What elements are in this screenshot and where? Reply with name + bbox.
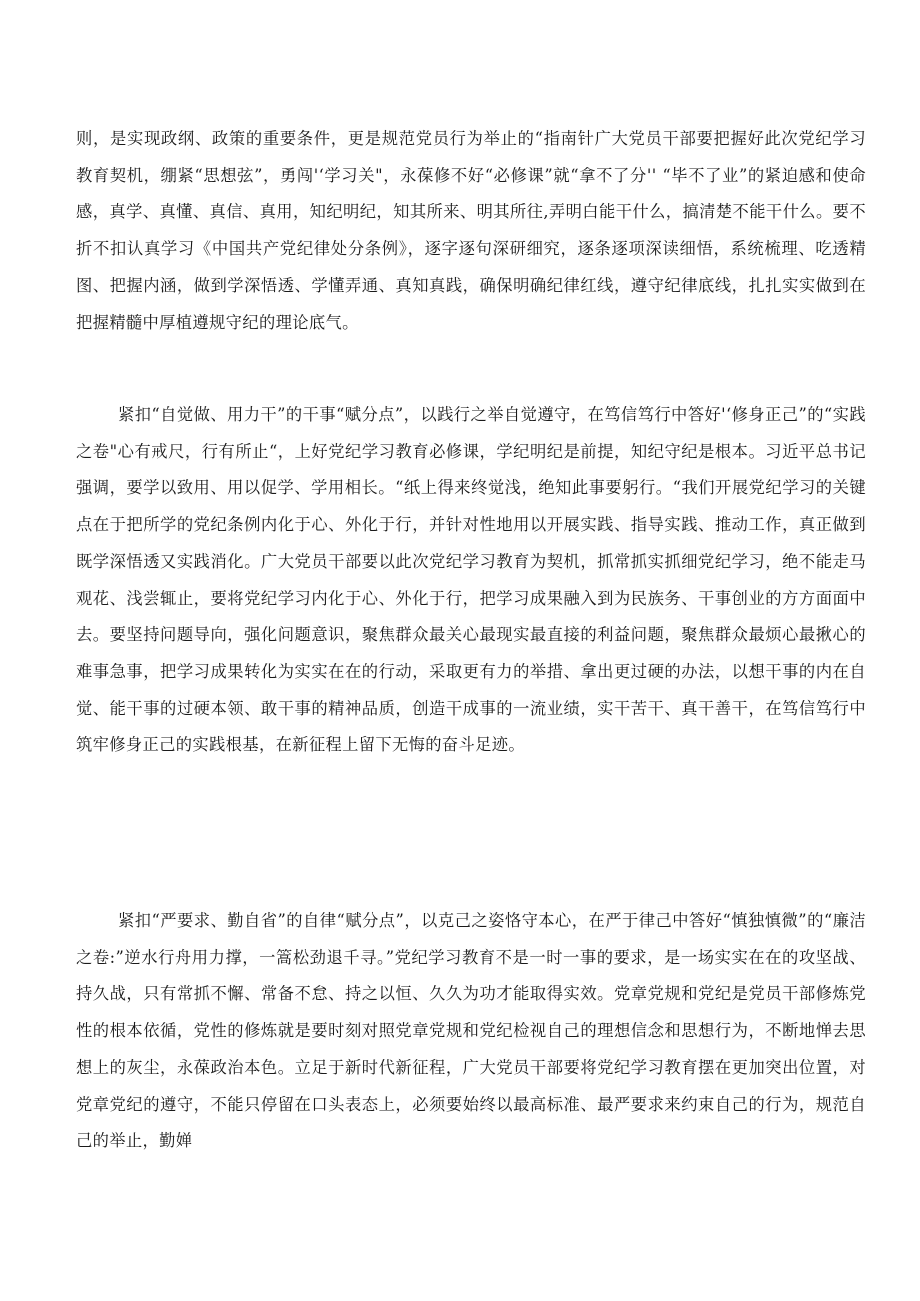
paragraph-3: 紧扣“严要求、勤自省”的自律“赋分点”，以克己之姿恪守本心，在严于律己中答好“慎独慎微”的“廉洁之卷:”逆水行舟用力撑，一篙松劲退千寻。”党纪学习教育不是一时一事的要求，是一场实实在在的攻坚战、持久战，只有常抓不懈、常备不怠、持之以恒、久久为功才能取得实效。党章党规和党纪是党员干部修炼党性的根本依循，党性的修炼就是要时刻对照党章党规和党纪检视自己的理想信念和思想行为，不断地惮去思想上的灰尘，永葆政治本色。立足于新时代新征程，广大党员干部要将党纪学习教育摆在更加突出位置，对党章党纪的遵守，不能只停留在口头表态上，必须要始终以最高标准、最严要求来约束自己的行为，规范自己的举止，勤婵 bbox=[76, 911, 866, 1151]
paragraph-1: 则，是实现政纲、政策的重要条件，更是规范党员行为举止的“指南针广大党员干部要把握好此次党纪学习教育契机，绷紧“思想弦”，勇闯'‘学习关"，永葆修不好“必修课”就“拿不了分'' “毕不了业”的紧迫感和使命感，真学、真懂、真信、真用，知纪明纪，知其所来、明其所往,弄明白能干什么，搞清楚不能干什么。要不折不扣认真学习《中国共产党纪律处分条例》，逐字逐句深研细究，逐条逐项深读细悟，系统梳理、吃透精图、把握内涵，做到学深悟透、学懂弄通、真知真践，确保明确纪律红线，遵守纪律底线，扎扎实实做到在把握精髓中厚植遵规守纪的理论底气。 bbox=[76, 129, 866, 332]
paragraph-2: 紧扣“自觉做、用力干”的干事“赋分点”，以践行之举自觉遵守，在笃信笃行中答好'‘修身正己”的“实践之卷"心有戒尺，行有所止“，上好党纪学习教育必修课，学纪明纪是前提，知纪守纪是根本。习近平总书记强调，要学以致用、用以促学、学用相长。“纸上得来终觉浅，绝知此事要躬行。“我们开展党纪学习的关键点在于把所学的党纪条例内化于心、外化于行，并针对性地用以开展实践、指导实践、推动工作，真正做到既学深悟透又实践消化。广大党员干部要以此次党纪学习教育为契机，抓常抓实抓细党纪学习，绝不能走马观花、浅尝辄止，要将党纪学习内化于心、外化于行，把学习成果融入到为民族务、干事创业的方方面面中去。要坚持问题导向，强化问题意识，聚焦群众最关心最现实最直接的利益问题，聚焦群众最烦心最揪心的难事急事，把学习成果转化为实实在在的行动，采取更有力的举措、拿出更过硬的办法，以想干事的内在自觉、能干事的过硬本领、敢干事的精神品质，创造干成事的一流业绩，实干苦干、真干善干，在笃信笃行中筑牢修身正己的实践根基，在新征程上留下无悔的奋斗足迹。 bbox=[76, 405, 866, 755]
